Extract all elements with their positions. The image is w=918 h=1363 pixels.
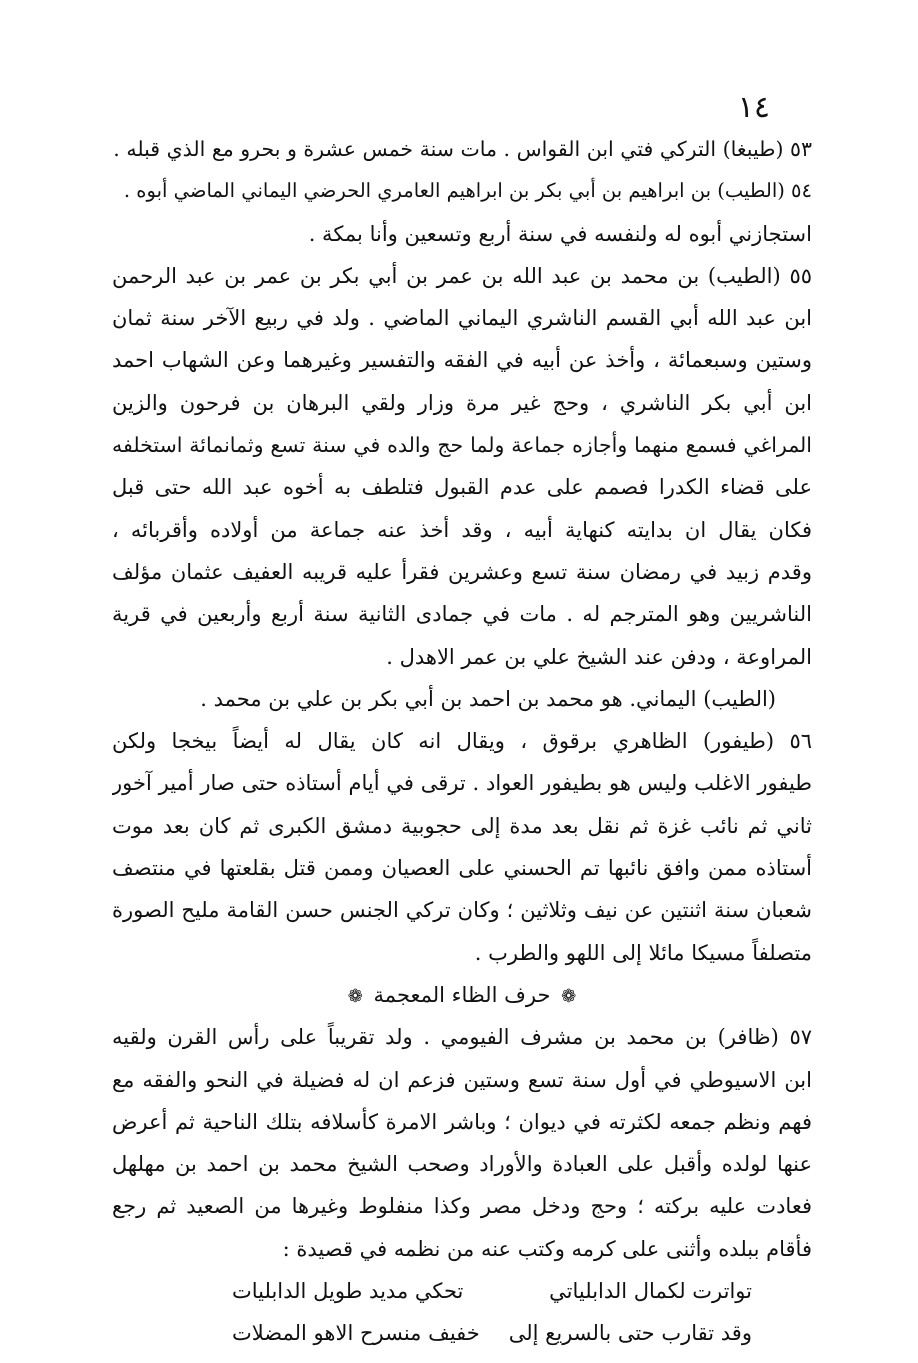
text-line: ٥٣ (طيبغا) التركي فتي ابن القواس . مات سنة خمس عشرة و بحرو مع الذي قبله .: [113, 137, 812, 161]
verse-first-hemistich: وقد تقارب حتى بالسريع إلى: [508, 1321, 752, 1346]
text-line: أستاذه ممن وافق نائبها تم الحسني على العصيان وممن قتل بقلعتها في منتصف: [112, 856, 812, 881]
ornament-icon: ❁: [561, 985, 577, 1007]
ornament-icon: ❁: [347, 985, 363, 1007]
text-line: عنها لولده وأقبل على العبادة والأوراد وصحب الشيخ محمد بن احمد بن مهلهل: [112, 1152, 812, 1177]
text-line: استجازني أبوه له ولنفسه في سنة أربع وتسعين وأنا بمكة .: [308, 221, 812, 246]
text-line: وستين وسبعمائة ، وأخذ عن أبيه في الفقه والتفسير وغيرهما وعن الشهاب احمد: [112, 348, 812, 373]
text-line: الناشريين وهو المترجم له . مات في جمادى الثانية سنة أربع وأربعين في قرية: [112, 602, 812, 627]
verse-line: [232, 1312, 752, 1354]
verse-first-hemistich: تواترت لكمال الدابلياتي: [549, 1279, 752, 1304]
section-heading-text: حرف الظاء المعجمة: [373, 982, 551, 1007]
text-line: ٥٧ (ظافر) بن محمد بن مشرف الفيومي . ولد تقريباً على رأس القرن ولقيه: [112, 1025, 812, 1050]
text-line: ٥٥ (الطيب) بن محمد بن عبد الله بن عمر بن أبي بكر بن عمر بن عبد الرحمن: [112, 263, 812, 288]
page-number: ١٤: [737, 90, 770, 125]
poem: [112, 1270, 812, 1355]
text-line: فهم ونظم جمعه لكثرته في ديوان ؛ وباشر الامرة كأسلافه بتلك الناحية ثم أعرض: [112, 1109, 812, 1134]
page-text: [112, 128, 812, 1355]
text-line: ثاني ثم نائب غزة ثم نقل بعد مدة إلى حجوبية دمشق الكبرى ثم كان بعد موت: [112, 813, 812, 838]
text-line: ٥٦ (طيفور) الظاهري برقوق ، ويقال انه كان يقال له أيضاً بيخجا ولكن: [112, 729, 812, 754]
text-line: ٥٤ (الطيب) بن ابراهيم بن أبي بكر بن ابراهيم العامري الحرضي اليماني الماضي أبوه .: [123, 179, 812, 203]
text-line: شعبان سنة اثنتين عن نيف وثلاثين ؛ وكان تركي الجنس حسن القامة مليح الصورة: [112, 898, 812, 923]
text-line: فعادت عليه بركته ؛ وحج ودخل مصر وكذا منفلوط وغيرها من الصعيد ثم رجع: [112, 1194, 812, 1219]
text-line: طيفور الاغلب وليس هو بطيفور العواد . ترقى في أيام أستاذه حتى صار أمير آخور: [112, 771, 812, 796]
text-line: فكان يقال ان بدايته كنهاية أبيه ، وقد أخذ عنه جماعة من أولاده وأقربائه ،: [112, 517, 812, 542]
text-line: على قضاء الكدرا فصمم على عدم القبول فتلطف به أخوه عبد الله حتى قبل: [112, 475, 812, 500]
verse-line: [232, 1270, 752, 1312]
text-line: المراغي فسمع منهما وأجازه جماعة ولما حج والده في سنة تسع وثمانمائة استخلفه: [112, 433, 812, 458]
text-line: ابن الاسيوطي في أول سنة تسع وستين فزعم ان له فضيلة في النحو والفقه مع: [112, 1067, 812, 1092]
section-heading: [112, 974, 812, 1016]
text-line: فأقام ببلده وأثنى على كرمه وكتب عنه من نظمه في قصيدة :: [282, 1236, 812, 1261]
text-line: وقدم زبيد في رمضان سنة تسع وعشرين فقرأ عليه قريبه العفيف عثمان مؤلف: [112, 559, 812, 584]
text-line: متصلفاً مسيكا مائلا إلى اللهو والطرب .: [474, 940, 812, 965]
text-line: المراوعة ، ودفن عند الشيخ علي بن عمر الاهدل .: [386, 644, 812, 669]
entries-ta: [112, 128, 812, 974]
entries-za: [112, 1016, 812, 1270]
text-line: ابن عبد الله أبي القسم الناشري اليماني الماضي . ولد في ربيع الآخر سنة ثمان: [112, 306, 812, 331]
verse-second-hemistich: تحكي مديد طويل الدابليات: [232, 1279, 464, 1304]
text-line: ابن أبي بكر الناشري ، وحج غير مرة وزار ولقي البرهان بن فرحون والزين: [112, 390, 812, 415]
text-line: (الطيب) اليماني. هو محمد بن احمد بن أبي بكر بن علي بن محمد .: [200, 686, 776, 711]
verse-second-hemistich: خفيف منسرح الاهو المضلات: [232, 1321, 480, 1346]
